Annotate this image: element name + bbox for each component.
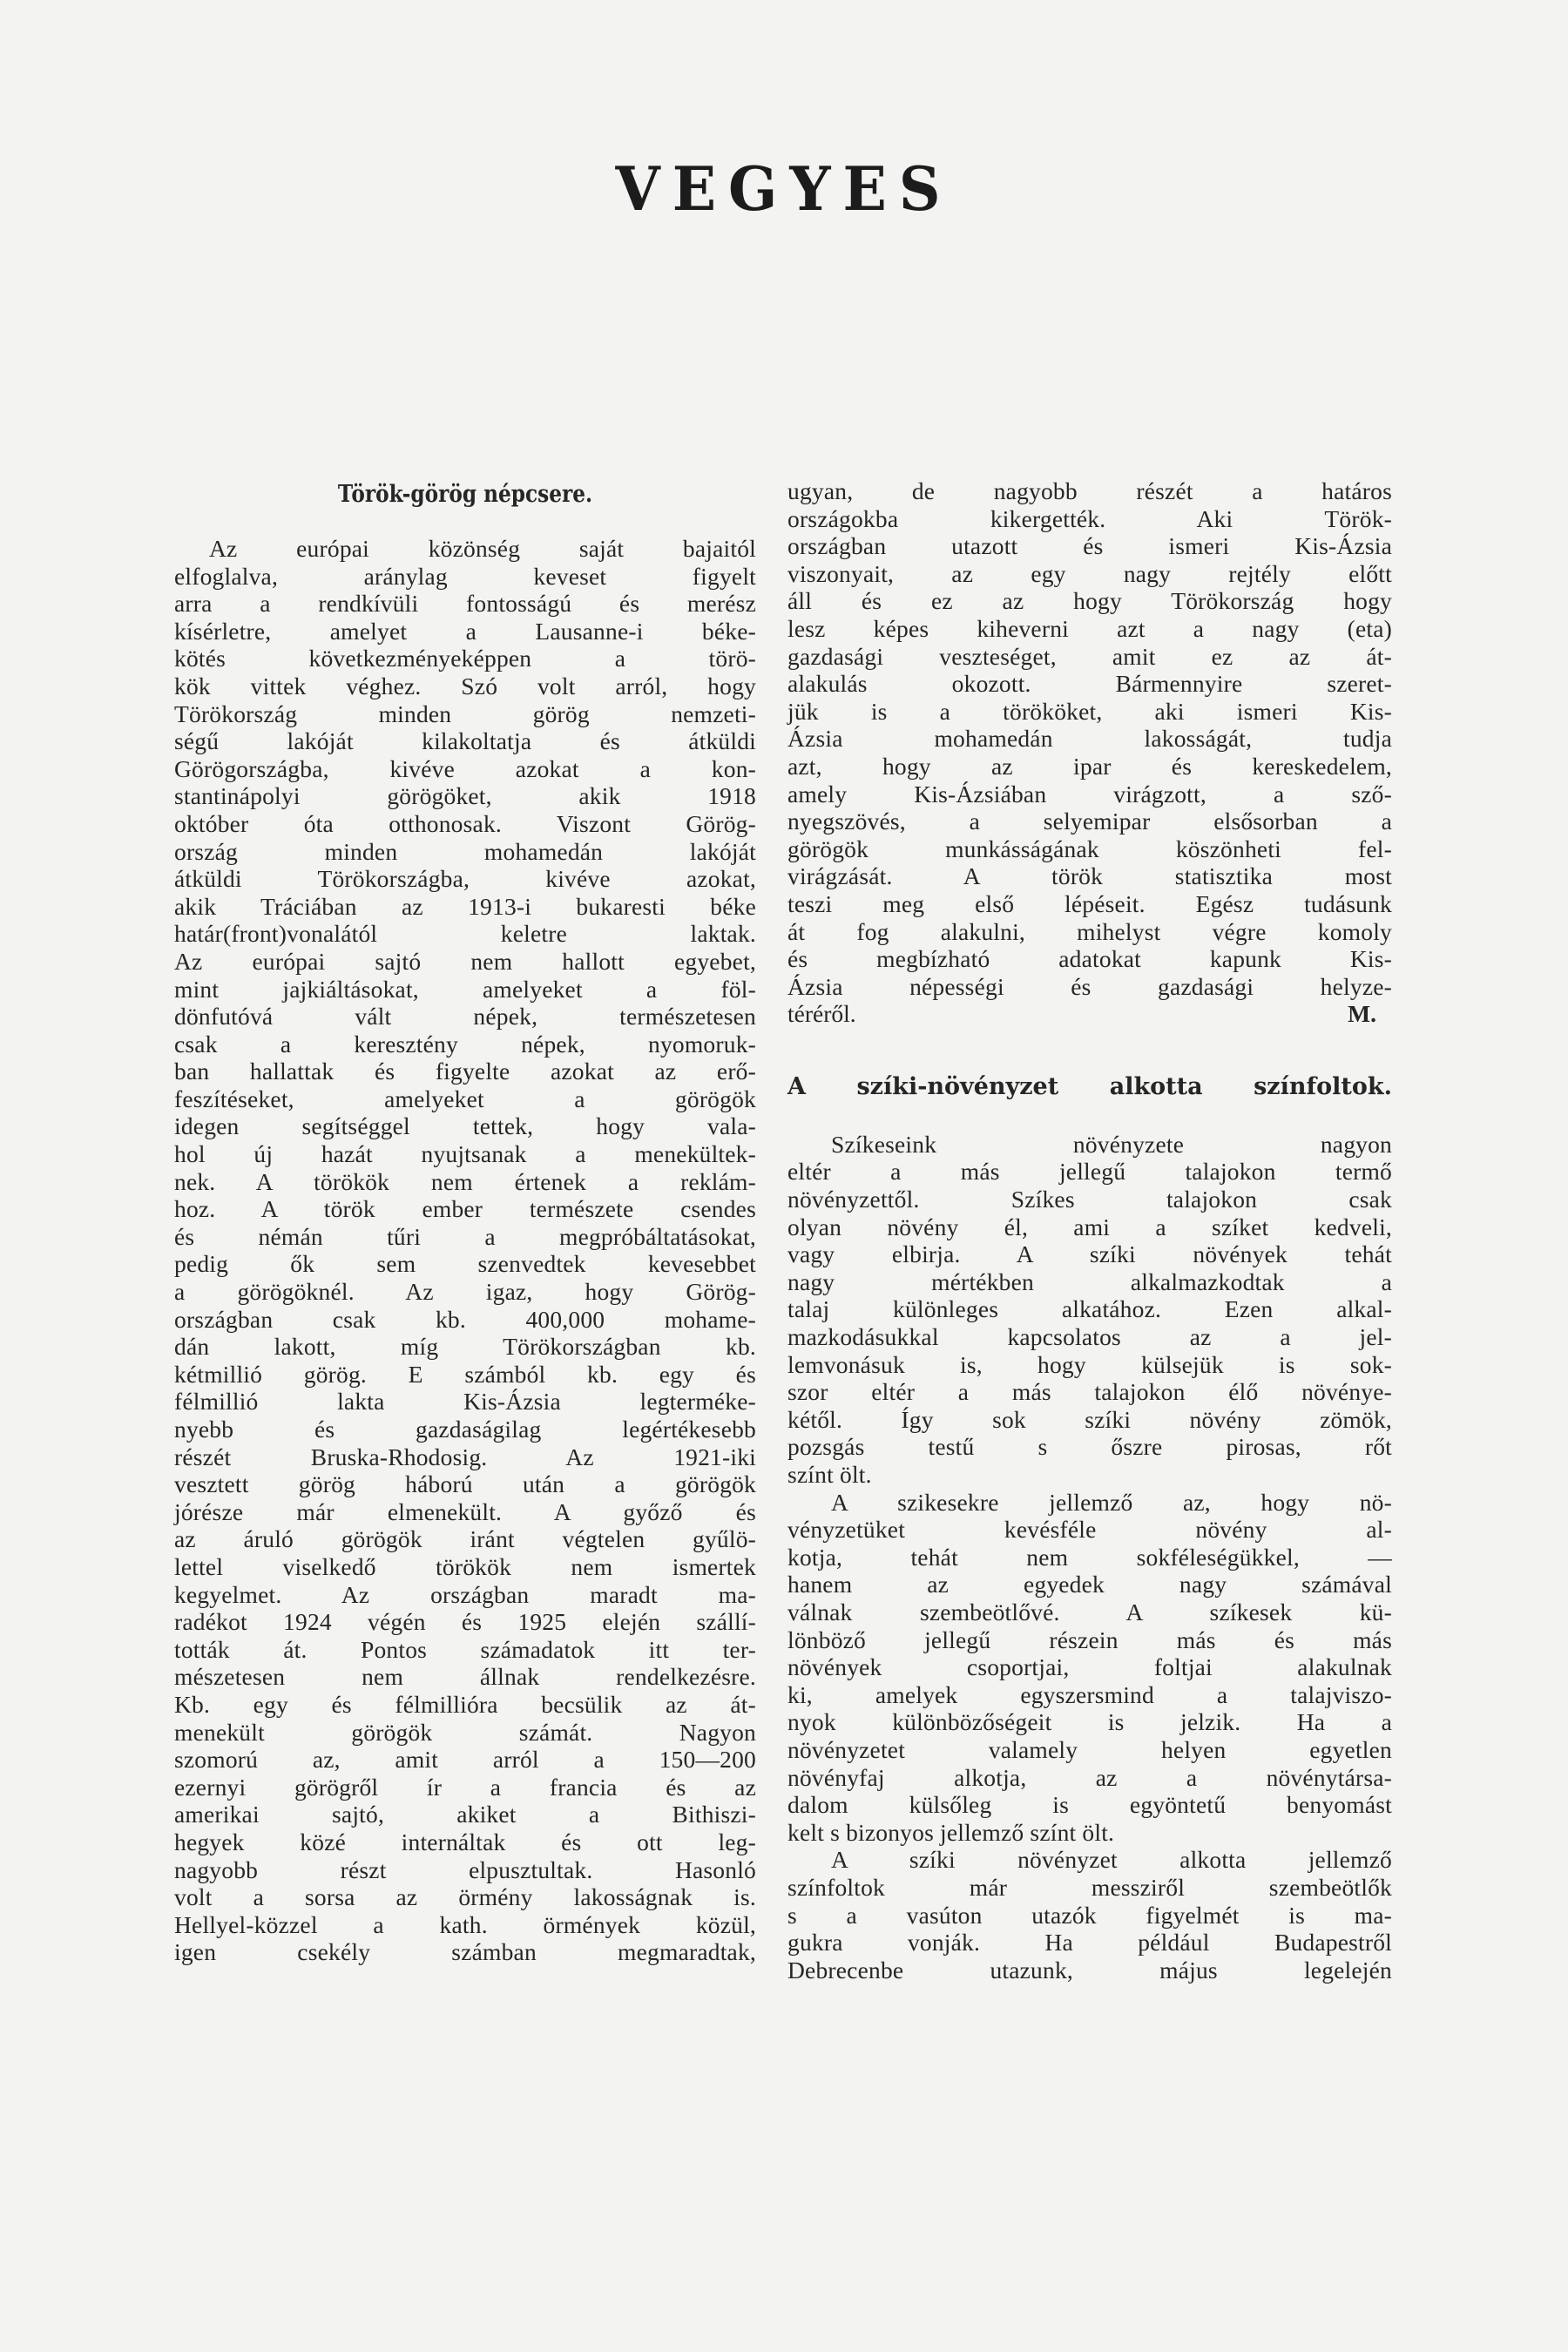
text-line: lönböző jellegű részein más és más [787, 1625, 1392, 1653]
text-line: kotja, tehát nem sokféleségükkel, — [787, 1543, 1392, 1571]
text-line: stantinápolyi görögöket, akik 1918 [174, 782, 756, 810]
text-line: vesztett görög háború után a görögök [174, 1470, 756, 1498]
text-line: ugyan, de nagyobb részét a határos [787, 477, 1392, 504]
text-line: s a vasúton utazók figyelmét is ma- [787, 1901, 1392, 1929]
text-line: szor eltér a más talajokon élő növénye- [787, 1378, 1392, 1406]
text-line: A szikesekre jellemző az, hogy nö- [831, 1488, 1392, 1516]
article-title-sziki-novenyzet: A szíki-növényzet alkotta színfoltok. [787, 1072, 1392, 1100]
article-last-line: téréről. [787, 1000, 856, 1028]
text-line: országban csak kb. 400,000 mohame- [174, 1305, 756, 1333]
signoff-line [787, 1000, 1392, 1028]
text-line: hol új hazát nyujtsanak a menekültek- [174, 1140, 756, 1168]
text-line: Az európai közönség saját bajaitól [209, 535, 756, 562]
text-line: színfoltok már messziről szembeötlők [787, 1873, 1392, 1901]
text-line: nek. A törökök nem értenek a reklám- [174, 1167, 756, 1195]
text-line: nyok különbözőségeit is jelzik. Ha a [787, 1708, 1392, 1736]
text-line: ország minden mohamedán lakóját [174, 837, 756, 865]
text-line: akik Tráciában az 1913-i bukaresti béke [174, 892, 756, 920]
text-line: kétmillió görög. E számból kb. egy és [174, 1360, 756, 1388]
article-title-torok-gorog: Török-görög népcsere. [337, 481, 593, 508]
text-line: növények csoportjai, foltjai alakulnak [787, 1653, 1392, 1681]
text-line: Görögországba, kivéve azokat a kon- [174, 754, 756, 782]
text-line: A szíki növényzet alkotta jellemző [831, 1846, 1392, 1874]
text-line: kötés következményeképpen a törö- [174, 645, 756, 672]
text-line: tották át. Pontos számadatok itt ter- [174, 1635, 756, 1663]
text-line: elfoglalva, aránylag keveset figyelt [174, 562, 756, 590]
text-line: menekült görögök számát. Nagyon [174, 1718, 756, 1746]
text-line: virágzását. A török statisztika most [787, 862, 1392, 890]
text-line: gukra vonják. Ha például Budapestről [787, 1929, 1392, 1957]
text-line: viszonyait, az egy nagy rejtély előtt [787, 559, 1392, 587]
text-line: színt ölt. [787, 1461, 872, 1488]
text-line: növényzettől. Szíkes talajokon csak [787, 1186, 1392, 1213]
text-line: nagyobb részt elpusztultak. Hasonló [174, 1855, 756, 1883]
text-line: pozsgás testű s őszre pirosas, rőt [787, 1433, 1392, 1461]
text-line: kétől. Így sok szíki növény zömök, [787, 1405, 1392, 1433]
text-line: növényfaj alkotja, az a növénytársa- [787, 1763, 1392, 1791]
author-signature: M. [1348, 1000, 1376, 1028]
text-line: október óta otthonosak. Viszont Görög- [174, 809, 756, 837]
text-line: kísérletre, amelyet a Lausanne-i béke- [174, 617, 756, 645]
text-line: talaj különleges alkatához. Ezen alkal- [787, 1295, 1392, 1323]
text-line: Ázsia népességi és gazdasági helyze- [787, 972, 1392, 1000]
text-line: határ(front)vonalától keletre laktak. [174, 920, 756, 948]
text-line: Törökország minden görög nemzeti- [174, 700, 756, 727]
text-line: országokba kikergették. Aki Török- [787, 504, 1392, 532]
right-column [787, 477, 1392, 1984]
text-line: nyebb és gazdaságilag legértékesebb [174, 1416, 756, 1443]
article-body-sziki [787, 1131, 1392, 1984]
text-line: Kb. egy és félmillióra becsülik az át- [174, 1690, 756, 1718]
text-line: növényzetet valamely helyen egyetlen [787, 1735, 1392, 1763]
text-line: át fog alakulni, mihelyst végre komoly [787, 917, 1392, 945]
text-line: vagy elbirja. A szíki növények tehát [787, 1240, 1392, 1268]
text-line: olyan növény él, ami a szíket kedveli, [787, 1213, 1392, 1240]
text-line: az áruló görögök iránt végtelen gyűlö- [174, 1525, 756, 1553]
text-line: radékot 1924 végén és 1925 elején szállí- [174, 1608, 756, 1636]
text-line: és némán tűri a megpróbáltatásokat, [174, 1222, 756, 1250]
text-line: a görögöknél. Az igaz, hogy Görög- [174, 1278, 756, 1306]
text-line: Hellyel-közzel a kath. örmények közül, [174, 1910, 756, 1938]
text-line: hoz. A török ember természete csendes [174, 1195, 756, 1223]
text-line: részét Bruska-Rhodosig. Az 1921-iki [174, 1443, 756, 1470]
text-line: Debrecenbe utazunk, május legelején [787, 1956, 1392, 1984]
text-line: amerikai sajtó, akiket a Bithiszi- [174, 1801, 756, 1828]
text-line: teszi meg első lépéseit. Egész tudásunk [787, 889, 1392, 917]
text-line: igen csekély számban megmaradtak, [174, 1938, 756, 1966]
text-line: lesz képes kiheverni azt a nagy (eta) [787, 614, 1392, 642]
text-line: válnak szembeötlővé. A szíkesek kü- [787, 1598, 1392, 1625]
text-line: ban hallattak és figyelte azokat az erő- [174, 1058, 756, 1085]
text-line: pedig ők sem szenvedtek kevesebbet [174, 1250, 756, 1278]
text-line: dán lakott, míg Törökországban kb. [174, 1333, 756, 1361]
text-line: félmillió lakta Kis-Ázsia legterméke- [174, 1388, 756, 1416]
text-line: feszítéseket, amelyeket a görögök [174, 1085, 756, 1112]
text-line: görögök munkásságának köszönheti fel- [787, 835, 1392, 862]
article-body-left [174, 535, 756, 1966]
text-line: csak a keresztény népek, nyomoruk- [174, 1030, 756, 1058]
text-line: Szíkeseink növényzete nagyon [831, 1130, 1392, 1158]
text-line: áll és ez az hogy Törökország hogy [787, 587, 1392, 615]
text-line: ezernyi görögről ír a francia és az [174, 1773, 756, 1801]
text-line: Ázsia mohamedán lakosságát, tudja [787, 725, 1392, 753]
text-line: kök vittek véghez. Szó volt arról, hogy [174, 672, 756, 700]
text-line: dönfutóvá vált népek, természetesen [174, 1003, 756, 1031]
text-line: dalom külsőleg is egyöntetű benyomást [787, 1791, 1392, 1819]
text-line: kelt s bizonyos jellemző színt ölt. [787, 1818, 1115, 1846]
text-line: mazkodásukkal kapcsolatos az a jel- [787, 1323, 1392, 1351]
page-title: VEGYES [615, 153, 953, 225]
text-line: lemvonásuk is, hogy külsejük is sok- [787, 1350, 1392, 1378]
text-line: és megbízható adatokat kapunk Kis- [787, 945, 1392, 973]
text-line: átküldi Törökországba, kivéve azokat, [174, 865, 756, 893]
text-line: azt, hogy az ipar és kereskedelem, [787, 752, 1392, 780]
text-line: Az európai sajtó nem hallott egyebet, [174, 947, 756, 975]
left-column [174, 477, 756, 1966]
text-line: szomorú az, amit arról a 150—200 [174, 1746, 756, 1774]
text-line: mint jajkiáltásokat, amelyeket a föl- [174, 975, 756, 1003]
text-line: idegen segítséggel tettek, hogy vala- [174, 1112, 756, 1140]
article-body-right [787, 477, 1392, 1000]
text-line: vényzetüket kevésféle növény al- [787, 1516, 1392, 1544]
text-line: arra a rendkívüli fontosságú és merész [174, 590, 756, 618]
text-line: hanem az egyedek nagy számával [787, 1571, 1392, 1598]
text-line: gazdasági veszteséget, amit ez az át- [787, 642, 1392, 670]
text-line: mészetesen nem állnak rendelkezésre. [174, 1663, 756, 1691]
text-line: kegyelmet. Az országban maradt ma- [174, 1580, 756, 1608]
text-line: jórésze már elmenekült. A győző és [174, 1497, 756, 1525]
text-line: országban utazott és ismeri Kis-Ázsia [787, 532, 1392, 560]
text-line: ségű lakóját kilakoltatja és átküldi [174, 727, 756, 755]
text-line: ki, amelyek egyszersmind a talajviszo- [787, 1680, 1392, 1708]
text-line: volt a sorsa az örmény lakosságnak is. [174, 1883, 756, 1911]
text-line: hegyek közé internáltak és ott leg- [174, 1828, 756, 1855]
text-line: alakulás okozott. Bármennyire szeret- [787, 670, 1392, 698]
text-line: nyegszövés, a selyemipar elsősorban a [787, 808, 1392, 835]
text-line: jük is a törököket, aki ismeri Kis- [787, 697, 1392, 725]
text-line: amely Kis-Ázsiában virágzott, a sző- [787, 780, 1392, 808]
text-line: eltér a más jellegű talajokon termő [787, 1158, 1392, 1186]
text-line: lettel viselkedő törökök nem ismertek [174, 1552, 756, 1580]
text-line: nagy mértékben alkalmazkodtak a [787, 1267, 1392, 1295]
